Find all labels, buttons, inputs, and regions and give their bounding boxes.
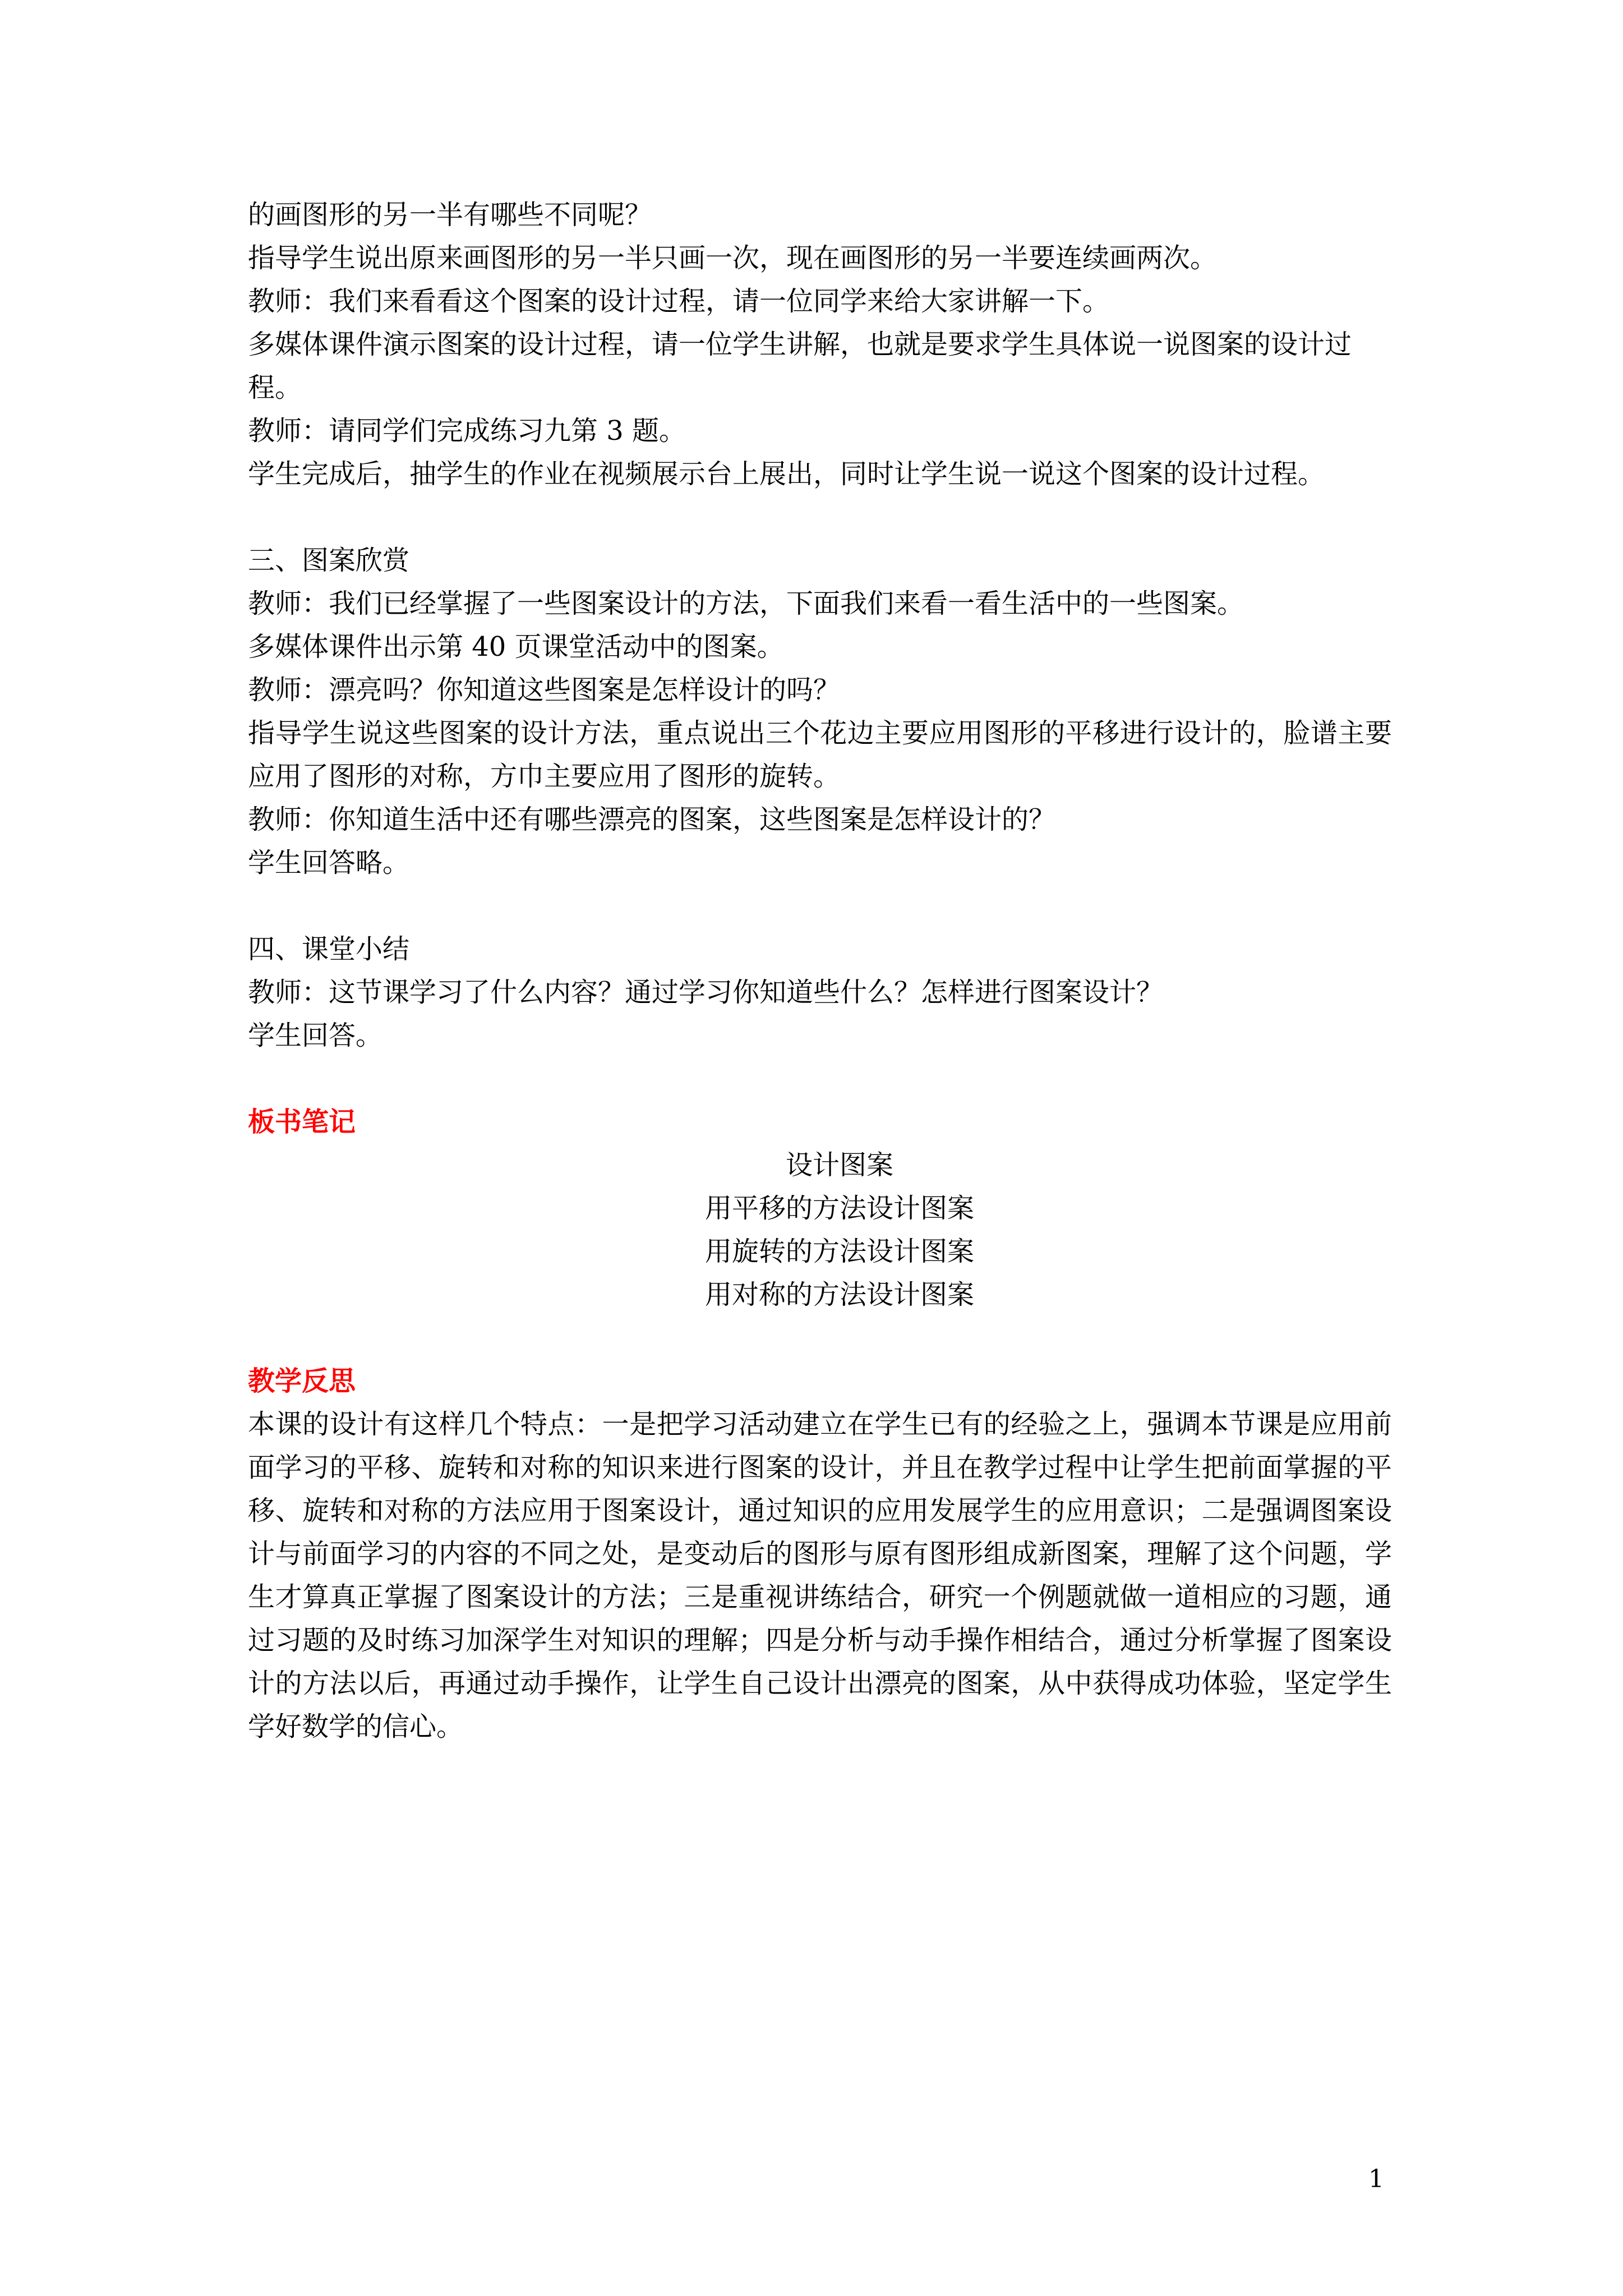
spacer: [248, 1317, 1392, 1360]
paragraph: 教师：漂亮吗？你知道这些图案是怎样设计的吗？: [248, 674, 841, 706]
blackboard-heading: 板书笔记: [248, 1106, 356, 1138]
section-four: [248, 928, 1392, 1057]
spacer: [248, 1057, 1392, 1101]
paragraph: 教师：我们已经掌握了一些图案设计的方法，下面我们来看一看生活中的一些图案。: [248, 588, 1244, 619]
paragraph: 指导学生说出原来画图形的另一半只画一次，现在画图形的另一半要连续画两次。: [248, 242, 1218, 274]
paragraph: 指导学生说这些图案的设计方法，重点说出三个花边主要应用图形的平移进行设计的，脸谱主要应用了图形的对称，方巾主要应用了图形的旋转。: [248, 717, 1392, 792]
paragraph: 教师：你知道生活中还有哪些漂亮的图案，这些图案是怎样设计的？: [248, 804, 1056, 835]
section-three: [248, 539, 1392, 885]
paragraph: 教师：请同学们完成练习九第 3 题。: [248, 415, 686, 447]
blackboard-title: 设计图案: [785, 1149, 893, 1181]
blackboard-line: 用对称的方法设计图案: [704, 1279, 974, 1310]
reflection-heading: 教学反思: [248, 1365, 356, 1397]
section-heading: 四、课堂小结: [248, 933, 410, 965]
blackboard-line: 用平移的方法设计图案: [704, 1193, 974, 1224]
paragraph: 的画图形的另一半有哪些不同呢？: [248, 199, 652, 231]
section-two-tail: [248, 194, 1392, 496]
page-number: 1: [1368, 2165, 1384, 2193]
paragraph: 学生回答。: [248, 1020, 383, 1051]
spacer: [248, 885, 1392, 928]
paragraph: 多媒体课件出示第 40 页课堂活动中的图案。: [248, 631, 784, 662]
paragraph: 学生回答略。: [248, 847, 410, 878]
blackboard-notes: [248, 1101, 1392, 1317]
paragraph: 教师：我们来看看这个图案的设计过程，请一位同学来给大家讲解一下。: [248, 286, 1110, 317]
section-heading: 三、图案欣赏: [248, 545, 410, 576]
spacer: [248, 496, 1392, 539]
document-page: [248, 194, 1392, 1749]
reflection-body: 本课的设计有这样几个特点：一是把学习活动建立在学生已有的经验之上，强调本节课是应用前面学习的平移、旋转和对称的知识来进行图案的设计，并且在教学过程中让学生把前面掌握的平移、旋转和对称的方法应用于图案设计，通过知识的应用发展学生的应用意识；二是强调图案设计与前面学习的内容的不同之处，是变动后的图形与原有图形组成新图案，理解了这个问题，学生才算真正掌握了图案设计的方法；三是重视讲练结合，研究一个例题就做一道相应的习题，通过习题的及时练习加深学生对知识的理解；四是分析与动手操作相结合，通过分析掌握了图案设计的方法以后，再通过动手操作，让学生自己设计出漂亮的图案，从中获得成功体验，坚定学生学好数学的信心。: [248, 1409, 1392, 1742]
paragraph: 多媒体课件演示图案的设计过程，请一位学生讲解，也就是要求学生具体说一说图案的设计过程。: [248, 329, 1352, 403]
blackboard-line: 用旋转的方法设计图案: [704, 1236, 974, 1267]
paragraph: 教师：这节课学习了什么内容？通过学习你知道些什么？怎样进行图案设计？: [248, 977, 1164, 1008]
teaching-reflection: [248, 1360, 1392, 1749]
paragraph: 学生完成后，抽学生的作业在视频展示台上展出，同时让学生说一说这个图案的设计过程。: [248, 458, 1325, 490]
